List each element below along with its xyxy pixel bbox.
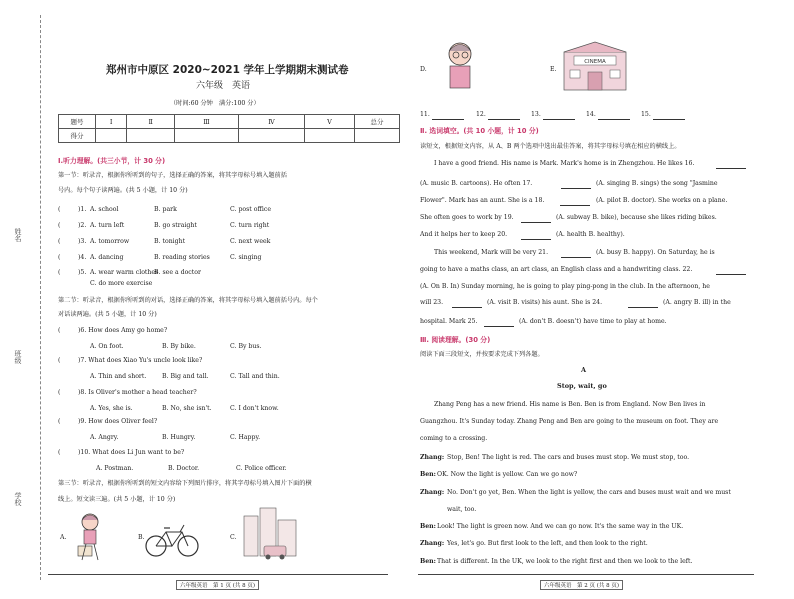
- blank-number: 14.: [586, 111, 596, 118]
- dialog-line: Look! The light is green now. And we can go now. It's the same way in the UK.: [437, 523, 684, 530]
- answer-bracket[interactable]: (: [58, 357, 61, 364]
- side-label-name: 姓名: [14, 228, 22, 242]
- option-c: C. By bus.: [230, 343, 262, 350]
- score-table-header-row: [59, 115, 400, 129]
- blank-number: 11.: [420, 111, 430, 118]
- option-a: A. Angry.: [90, 434, 119, 441]
- dialog-line: No. Don't go yet, Ben. When the light is yellow, the cars and buses must wait and we must: [447, 489, 731, 496]
- table-cell: 题号: [59, 115, 96, 129]
- picture-label-e: E.: [550, 66, 557, 73]
- table-cell: Ⅱ: [127, 115, 175, 129]
- part1-sec1-intro-2: 号内。每个句子读两遍。(共 5 小题，计 10 分): [58, 187, 188, 194]
- option-b: B. reading stories: [154, 254, 210, 261]
- answer-blank-input[interactable]: [716, 267, 746, 275]
- part2-title: Ⅱ. 选词填空。(共 10 小题，计 10 分): [420, 127, 539, 135]
- question-text: )8. Is Oliver's mother a head teacher?: [78, 389, 197, 396]
- question-number: )4.: [78, 254, 87, 261]
- side-label-class: 班级: [14, 350, 22, 364]
- answer-blank-input[interactable]: [560, 198, 590, 206]
- passage-line: (A. music B. cartoons). He often 17.: [420, 180, 533, 187]
- part1-sec2-intro: 第二节：听录音，根据你所听到的对话，选择正确的答案，将其字母标号填入题前括号内。每个: [58, 297, 318, 304]
- passage-line: (A. don't B. doesn't) have time to play at home.: [519, 318, 667, 325]
- footer-rule-right: [418, 574, 754, 575]
- speaker-name: Ben:: [420, 471, 436, 478]
- part3-title: Ⅲ. 阅读理解。(30 分): [420, 336, 491, 344]
- score-input-cell[interactable]: [127, 129, 175, 143]
- dialog-line: wait, too.: [447, 506, 477, 513]
- option-c: C. Happy.: [230, 434, 261, 441]
- passage-line: This weekend, Mark will be very 21.: [434, 249, 549, 256]
- exam-meta: （时间:60 分钟 满分:100 分）: [170, 100, 260, 107]
- option-b: B. Big and tall.: [162, 373, 209, 380]
- table-cell: Ⅲ: [175, 115, 239, 129]
- blank-number: 15.: [641, 111, 651, 118]
- passage-line: (A. angry B. ill) in the: [663, 299, 731, 306]
- buildings-picture: [240, 506, 302, 564]
- option-a: A. Thin and short.: [90, 373, 147, 380]
- answer-blank-input[interactable]: [521, 232, 551, 240]
- passage-line: hospital. Mark 25.: [420, 318, 478, 325]
- speaker-name: Ben:: [420, 523, 436, 530]
- option-c: C. post office: [230, 206, 271, 213]
- story-para-line: Guangzhou. It's Sunday today. Zhang Peng and Ben are going to the museum on foot. They are: [420, 418, 719, 425]
- passage-line: (A. health B. healthy).: [556, 231, 625, 238]
- story-para-line: coming to a crossing.: [420, 435, 488, 442]
- answer-blank-input[interactable]: [488, 112, 520, 120]
- picture-label-c: C.: [230, 534, 237, 541]
- score-input-cell[interactable]: [355, 129, 400, 143]
- speaker-name: Zhang:: [420, 540, 445, 547]
- option-c: C. next week: [230, 238, 271, 245]
- passage-line: (A. On B. In) Sunday morning, he is going to play ping-pong in the club. In the afternoon, he: [420, 283, 710, 290]
- question-number: )3.: [78, 238, 87, 245]
- question-text: )10. What does Li Jun want to be?: [78, 449, 185, 456]
- option-b: B. No, she isn't.: [162, 405, 212, 412]
- exam-title: 郑州市中原区 2020~2021 学年上学期期末测试卷: [106, 64, 349, 76]
- option-a: A. On foot.: [90, 343, 124, 350]
- dialog-line: Stop, Ben! The light is red. The cars and buses must stop. We must stop, too.: [447, 454, 690, 461]
- dialog-line: Yes, let's go. But first look to the left, and then look to the right.: [447, 540, 648, 547]
- q5-option-c: C. do more exercise: [90, 280, 153, 287]
- table-cell: Ⅰ: [96, 115, 127, 129]
- question-text: )7. What does Xiao Yu's uncle look like?: [78, 357, 203, 364]
- answer-blank-input[interactable]: [653, 112, 685, 120]
- part2-intro: 读短文，根据短文内容，从 A、B 两个选项中选出最佳答案，将其字母标号填在相应的横线上。: [420, 143, 681, 150]
- passage-line: (A. visit B. visits) his aunt. She is 24.: [487, 299, 603, 306]
- part1-sec2-intro-2: 对话读两遍。(共 5 小题，计 10 分): [58, 311, 157, 318]
- picture-label-d: D.: [420, 66, 427, 73]
- question-number: )1.: [78, 206, 87, 213]
- option-a: A. dancing: [90, 254, 124, 261]
- part3-intro: 阅读下面三段短文，并按要求完成下列各题。: [420, 351, 544, 358]
- answer-bracket[interactable]: (: [58, 418, 61, 425]
- speaker-name: Zhang:: [420, 454, 445, 461]
- passage-line: going to have a maths class, an art class, an English class and a handwriting class. 22.: [420, 266, 693, 273]
- passage-line: (A. busy B. happy). On Saturday, he is: [596, 249, 715, 256]
- picture-label-b: B.: [138, 534, 145, 541]
- score-table: [58, 114, 400, 143]
- answer-bracket[interactable]: (: [58, 327, 61, 334]
- cinema-picture: [560, 40, 630, 92]
- answer-bracket[interactable]: (: [58, 222, 61, 229]
- option-a: A. Yes, she is.: [90, 405, 133, 412]
- option-b: B. go straight: [154, 222, 197, 229]
- option-c: C. Police officer.: [236, 465, 287, 472]
- option-a: A. school: [90, 206, 119, 213]
- option-b: B. park: [154, 206, 177, 213]
- answer-bracket[interactable]: (: [58, 238, 61, 245]
- option-a: A. tomorrow: [90, 238, 130, 245]
- table-cell: 得分: [59, 129, 96, 143]
- option-c: C. singing: [230, 254, 262, 261]
- picture-label-a: A.: [60, 534, 67, 541]
- passage-line: (A. singing B. sings) the song "Jasmine: [596, 180, 718, 187]
- passage-line: (A. subway B. bike), because she likes riding bikes.: [556, 214, 717, 221]
- score-input-cell[interactable]: [304, 129, 354, 143]
- question-text: )6. How does Amy go home?: [78, 327, 168, 334]
- answer-blank-input[interactable]: [432, 112, 464, 120]
- table-cell: Ⅳ: [239, 115, 305, 129]
- speaker-name: Ben:: [420, 558, 436, 565]
- answer-bracket[interactable]: (: [58, 269, 61, 276]
- answer-blank-input[interactable]: [716, 161, 746, 169]
- score-table-score-row: [59, 129, 400, 143]
- table-cell: 总分: [355, 115, 400, 129]
- dialog-line: OK. Now the light is yellow. Can we go now?: [437, 471, 578, 478]
- answer-blank-input[interactable]: [543, 112, 575, 120]
- option-a: A. turn left: [90, 222, 125, 229]
- question-text: )9. How does Oliver feel?: [78, 418, 158, 425]
- cinema-sign-text: CINEMA: [584, 59, 606, 65]
- option-b: B. Hungry.: [162, 434, 196, 441]
- table-cell: Ⅴ: [304, 115, 354, 129]
- option-b: B. tonight: [154, 238, 186, 245]
- exam-subtitle: 六年级 英语: [196, 81, 251, 91]
- option-c: C. turn right: [230, 222, 270, 229]
- passage-line: She often goes to work by 19.: [420, 214, 514, 221]
- score-input-cell[interactable]: [96, 129, 127, 143]
- answer-blank-input[interactable]: [561, 181, 591, 189]
- answer-bracket[interactable]: (: [58, 389, 61, 396]
- bicycle-picture: [144, 520, 200, 558]
- part1-sec1-intro: 第一节：听录音，根据你所听到的句子，选择正确的答案，将其字母标号填入题前括: [58, 172, 287, 179]
- speaker-name: Zhang:: [420, 489, 445, 496]
- answer-blank-input[interactable]: [452, 300, 482, 308]
- dialog-line: That is different. In the UK, we look to the right first and then we look to the left.: [437, 558, 693, 565]
- score-input-cell[interactable]: [239, 129, 305, 143]
- passage-line: will 23.: [420, 299, 444, 306]
- answer-blank-input[interactable]: [628, 300, 658, 308]
- answer-bracket[interactable]: (: [58, 254, 61, 261]
- question-number: )2.: [78, 222, 87, 229]
- binding-line: [40, 15, 41, 580]
- option-a: A. wear warm clothes: [90, 269, 159, 276]
- answer-bracket[interactable]: (: [58, 449, 61, 456]
- side-label-school: 学校: [14, 492, 22, 506]
- answer-blank-input[interactable]: [561, 250, 591, 258]
- option-b: B. see a doctor: [154, 269, 201, 276]
- option-c: C. Tall and thin.: [230, 373, 280, 380]
- option-b: B. Doctor.: [168, 465, 200, 472]
- score-input-cell[interactable]: [175, 129, 239, 143]
- answer-blank-input[interactable]: [484, 319, 514, 327]
- part1-sec3-intro: 第三节：听录音，根据你所听到的短文内容给下列图片排序，将其字母标号填入图片下面的横: [58, 480, 312, 487]
- footer-rule-left: [48, 574, 388, 575]
- passage-line: (A. pilot B. doctor). She works on a plane.: [596, 197, 728, 204]
- story-para-line: Zhang Peng has a new friend. His name is Ben. Ben is from England. Now Ben lives in: [434, 401, 706, 408]
- answer-blank-input[interactable]: [521, 215, 551, 223]
- footer-page-2: 六年级英语 第 2 页 (共 8 页): [540, 580, 623, 590]
- story-title: Stop, wait, go: [557, 382, 607, 390]
- part1-sec3-intro-2: 线上。短文读三遍。(共 5 小题，计 10 分): [58, 496, 176, 503]
- blank-number: 13.: [531, 111, 541, 118]
- option-c: C. I don't know.: [230, 405, 279, 412]
- boy-with-box-picture: [68, 510, 112, 564]
- footer-page-1: 六年级英语 第 1 页 (共 8 页): [176, 580, 259, 590]
- option-b: B. By bike.: [162, 343, 196, 350]
- part1-title: Ⅰ.听力理解。(共三小节，计 30 分): [58, 157, 166, 165]
- passage-line: Flower". Mark has an aunt. She is a 18.: [420, 197, 545, 204]
- option-a: A. Postman.: [96, 465, 134, 472]
- question-number: )5.: [78, 269, 87, 276]
- blank-number: 12.: [476, 111, 486, 118]
- boy-with-glasses-picture: [438, 38, 482, 92]
- answer-bracket[interactable]: (: [58, 206, 61, 213]
- section-letter-a: A: [581, 366, 587, 374]
- passage-line: And it helps her to keep 20.: [420, 231, 508, 238]
- answer-blank-input[interactable]: [598, 112, 630, 120]
- passage-line: I have a good friend. His name is Mark. Mark's home is in Zhengzhou. He likes 16.: [434, 160, 695, 167]
